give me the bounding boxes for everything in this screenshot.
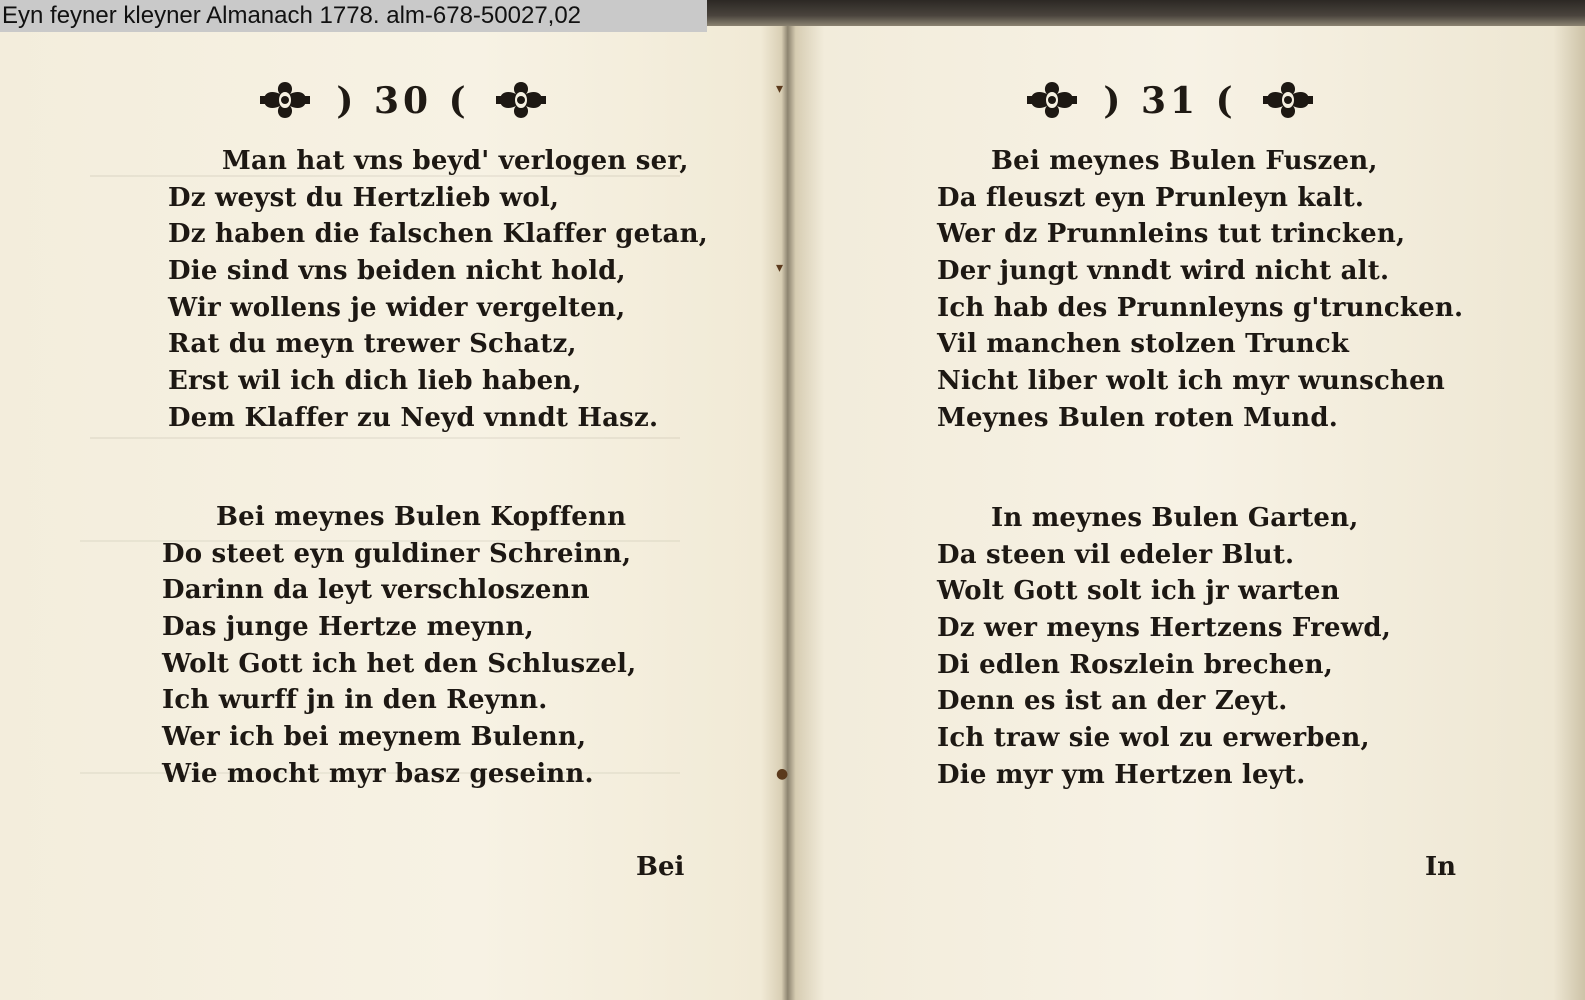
verse-line: Ich traw sie wol zu erwerben, [937, 723, 1370, 754]
verse-line: Die sind vns beiden nicht hold, [168, 256, 626, 287]
page-number: ) 31 ( [1103, 80, 1237, 122]
verse-line: Wir wollens je wider vergelten, [168, 292, 626, 323]
poem-stanza [168, 143, 708, 437]
right-page [785, 0, 1585, 1000]
fleuron-ornament-icon [258, 78, 312, 122]
verse-line: Wer ich bei meynem Bulenn, [162, 722, 587, 753]
binding-thread-mark: ▾ [776, 81, 784, 97]
verse-line: Do steet eyn guldiner Schreinn, [162, 538, 632, 569]
catchword: In [1425, 852, 1457, 882]
poem-stanza [937, 500, 1391, 794]
page-header [258, 78, 548, 126]
fleuron-ornament-icon [1025, 78, 1079, 122]
verse-line: Wolt Gott solt ich jr warten [937, 576, 1340, 607]
fleuron-ornament-icon [494, 78, 548, 122]
verse-line: Rat du meyn trewer Schatz, [168, 329, 577, 360]
verse-line: Erst wil ich dich lieb haben, [168, 366, 582, 397]
verse-line: Das junge Hertze meynn, [162, 612, 534, 643]
catchword: Bei [636, 852, 685, 882]
verse-line: Wolt Gott ich het den Schluszel, [162, 648, 637, 679]
verse-line: Der jungt vnndt wird nicht alt. [937, 256, 1390, 287]
verse-line: Die myr ym Hertzen leyt. [937, 759, 1306, 790]
verse-line: Vil manchen stolzen Trunck [937, 329, 1350, 360]
document-title: Eyn feyner kleyner Almanach 1778. alm-678-50027,02 [0, 0, 707, 32]
verse-line: Bei meynes Bulen Fuszen, [991, 146, 1378, 176]
page-header [1025, 78, 1315, 126]
page-number: ) 30 ( [336, 80, 470, 122]
verse-line: Wie mocht myr basz geseinn. [162, 758, 594, 789]
poem-stanza [937, 143, 1463, 437]
verse-line: Dz haben die falschen Klaffer getan, [168, 219, 708, 250]
verse-line: Dem Klaffer zu Neyd vnndt Hasz. [168, 402, 659, 433]
verse-line: Da fleuszt eyn Prunleyn kalt. [937, 182, 1365, 213]
fleuron-ornament-icon [1261, 78, 1315, 122]
verse-line: Di edlen Roszlein brechen, [937, 649, 1334, 680]
verse-line: In meynes Bulen Garten, [991, 503, 1359, 533]
verse-line: Wer dz Prunnleins tut trincken, [937, 219, 1406, 250]
left-page [0, 0, 780, 1000]
binding-thread-mark: ● [776, 766, 789, 782]
verse-line: Denn es ist an der Zeyt. [937, 686, 1288, 717]
poem-stanza [162, 499, 636, 793]
verse-line: Dz wer meyns Hertzens Frewd, [937, 613, 1391, 644]
verse-line: Nicht liber wolt ich myr wunschen [937, 366, 1445, 397]
verse-line: Ich wurff jn in den Reynn. [162, 685, 548, 716]
verse-line: Ich hab des Prunnleyns g'truncken. [937, 292, 1464, 323]
verse-line: Dz weyst du Hertzlieb wol, [168, 182, 560, 213]
verse-line: Meynes Bulen roten Mund. [937, 402, 1338, 433]
verse-line: Da steen vil edeler Blut. [937, 539, 1295, 570]
verse-line: Darinn da leyt verschloszenn [162, 575, 590, 606]
verse-line: Man hat vns beyd' verlogen ser, [222, 146, 689, 176]
verse-line: Bei meynes Bulen Kopffenn [216, 502, 627, 532]
binding-thread-mark: ▾ [776, 260, 784, 276]
